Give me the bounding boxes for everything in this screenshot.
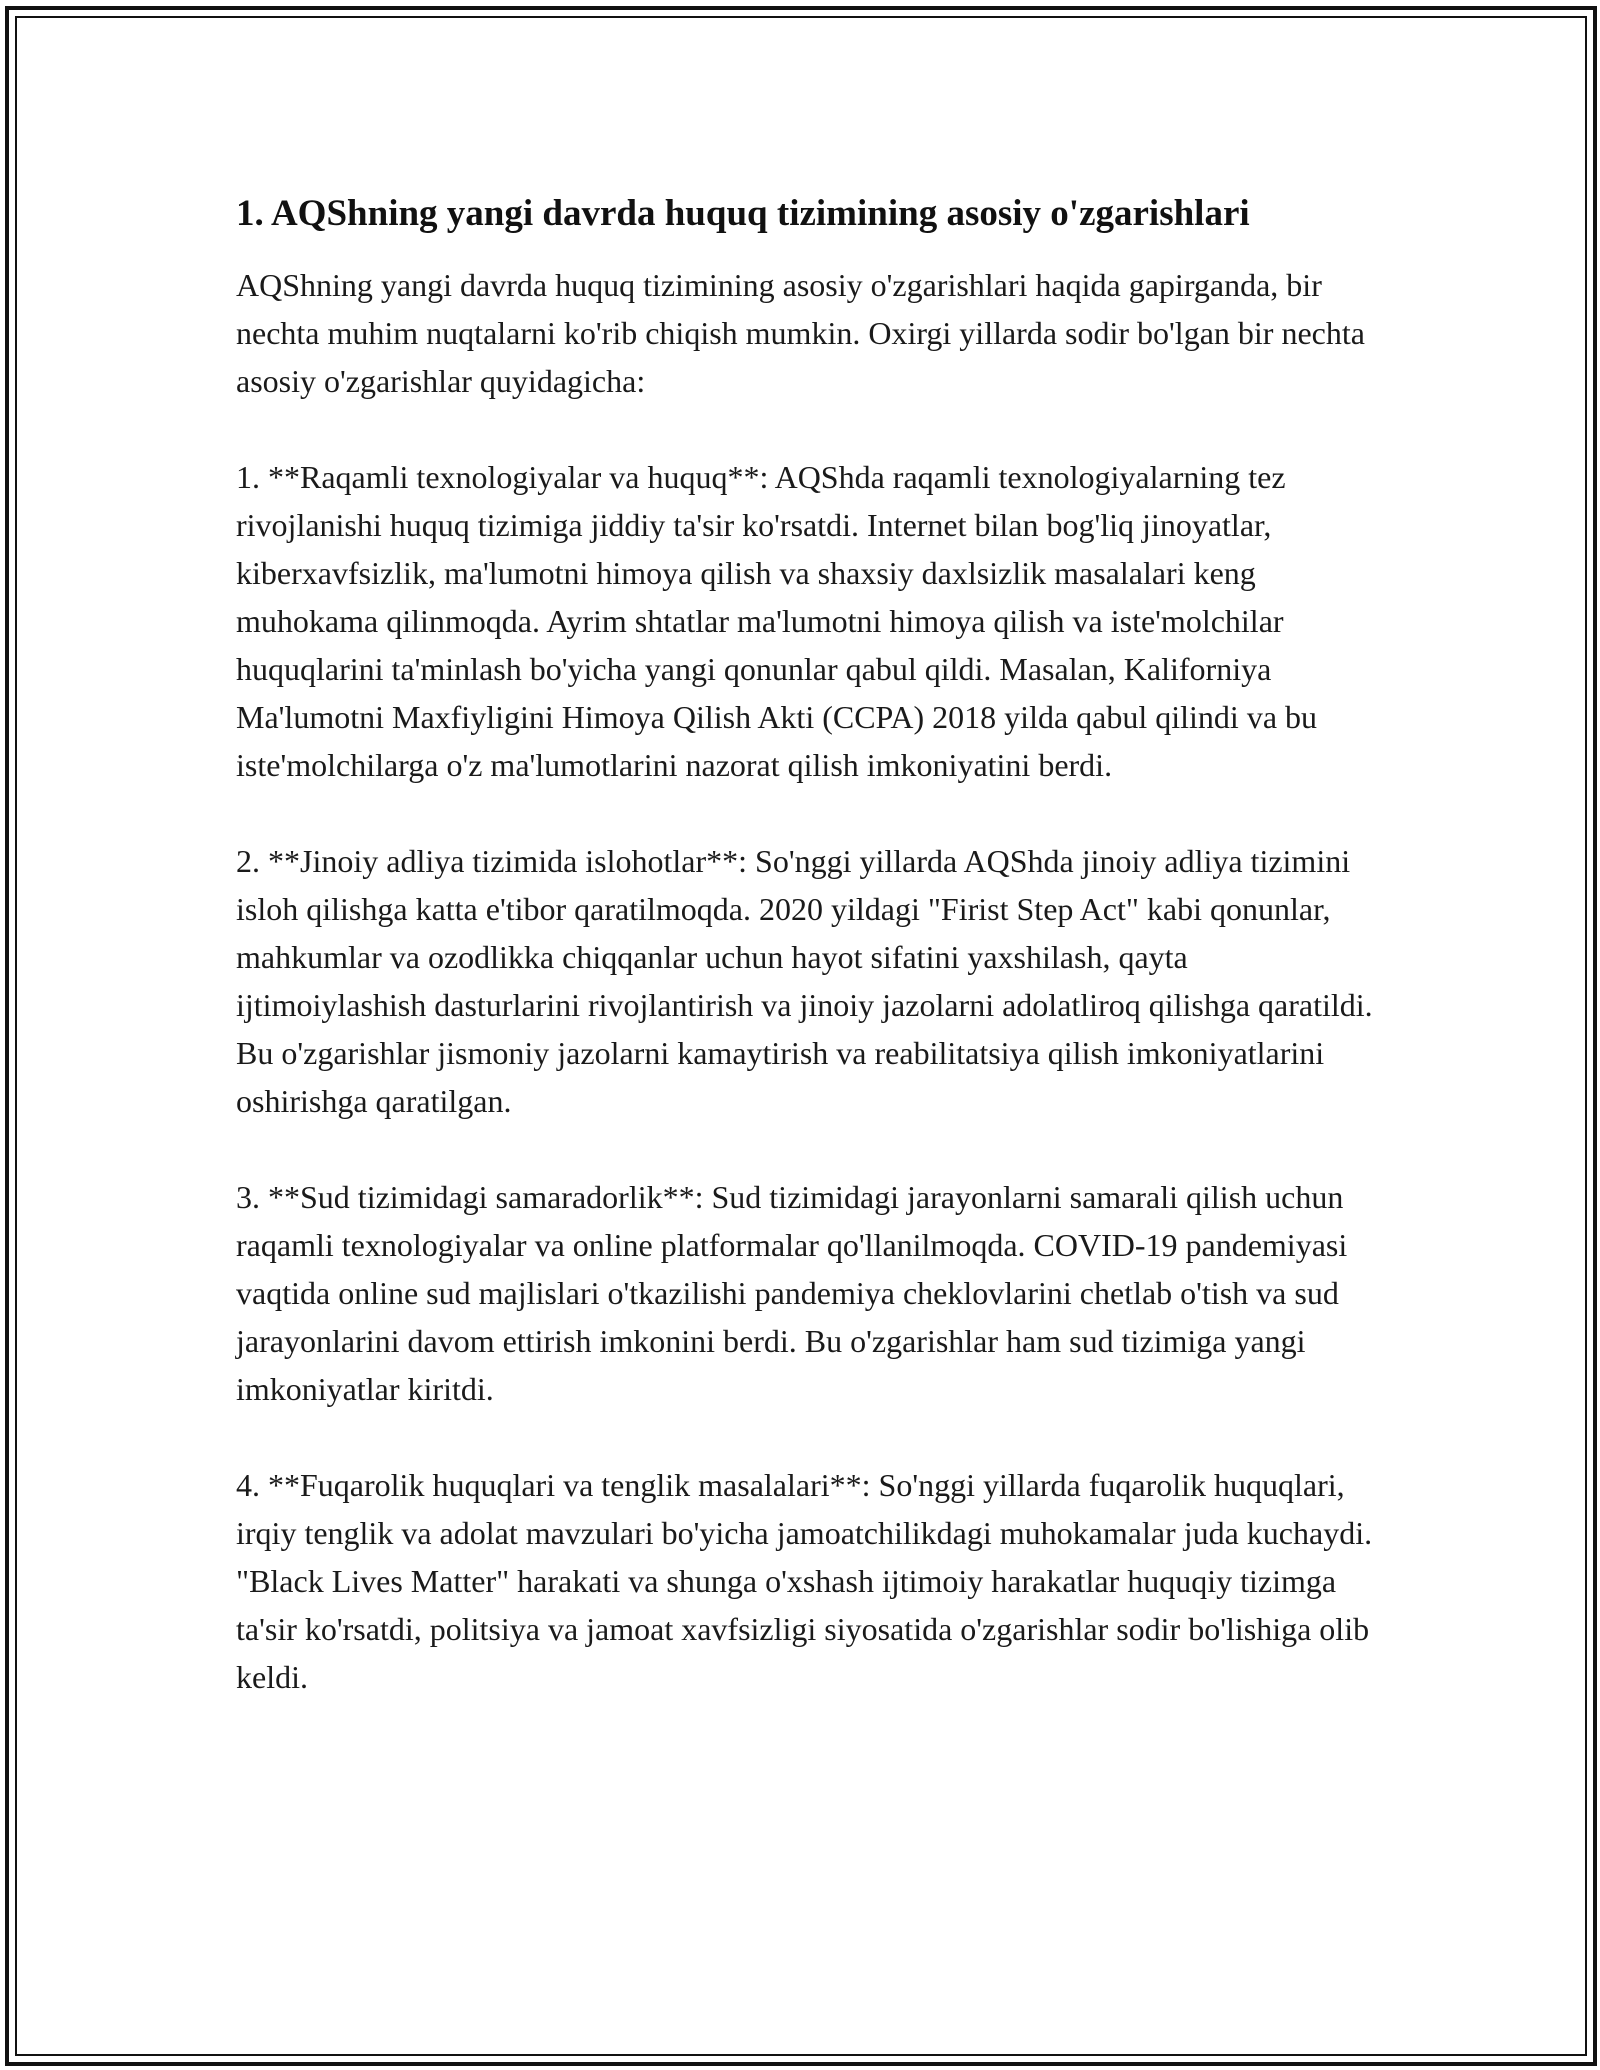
list-item: 1. **Raqamli texnologiyalar va huquq**: AQShda raqamli texnologiyalarning tez rivojlanishi huquq tizimiga jiddiy ta'sir ko'rsatdi. Internet bilan bog'liq jinoyatlar, kiberxavfsizlik, ma'lumotni himoya qilish va shaxsiy daxlsizlik masalalari keng muhokama qilinmoqda. Ayrim shtatlar ma'lumotni himoya qilish va iste'molchilar huquqlarini ta'minlash bo'yicha yangi qonunlar qabul qildi. Masalan, Kaliforniya Ma'lumotni Maxfiyligini Himoya Qilish Akti (CCPA) 2018 yilda qabul qilindi va bu iste'molchilarga o'z ma'lumotlarini nazorat qilish imkoniyatini berdi. xyxy=(236,459,1318,783)
list-item: 3. **Sud tizimidagi samaradorlik**: Sud tizimidagi jarayonlarni samarali qilish uchun raqamli texnologiyalar va online platformalar qo'llanilmoqda. COVID-19 pandemiyasi vaqtida online sud majlislari o'tkazilishi pandemiya cheklovlarini chetlab o'tish va sud jarayonlarini davom ettirish imkonini berdi. Bu o'zgarishlar ham sud tizimiga yangi imkoniyatlar kiritdi. xyxy=(236,1179,1348,1407)
intro-paragraph: AQShning yangi davrda huquq tizimining asosiy o'zgarishlari haqida gapirganda, bir nechta muhim nuqtalarni ko'rib chiqish mumkin. Oxirgi yillarda sodir bo'lgan bir nechta asosiy o'zgarishlar quyidagicha: xyxy=(236,267,1365,399)
list-item: 4. **Fuqarolik huquqlari va tenglik masalalari**: So'nggi yillarda fuqarolik huquqlari, irqiy tenglik va adolat mavzulari bo'yicha jamoatchilikdagi muhokamalar juda kuchaydi. "Black Lives Matter" harakati va shunga o'xshash ijtimoiy harakatlar huquqiy tizimga ta'sir ko'rsatdi, politsiya va jamoat xavfsizligi siyosatida o'zgarishlar sodir bo'lishiga olib keldi. xyxy=(236,1467,1373,1695)
document-body xyxy=(236,186,1376,1749)
section-heading: 1. AQShning yangi davrda huquq tizimining asosiy o'zgarishlari xyxy=(236,193,1250,234)
list-item: 2. **Jinoiy adliya tizimida islohotlar**: So'nggi yillarda AQShda jinoiy adliya tizimini isloh qilishga katta e'tibor qaratilmoqda. 2020 yildagi "Firist Step Act" kabi qonunlar, mahkumlar va ozodlikka chiqqanlar uchun hayot sifatini yaxshilash, qayta ijtimoiylashish dasturlarini rivojlantirish va jinoiy jazolarni adolatliroq qilishga qaratildi. Bu o'zgarishlar jismoniy jazolarni kamaytirish va reabilitatsiya qilish imkoniyatlarini oshirishga qaratilgan. xyxy=(236,843,1373,1119)
